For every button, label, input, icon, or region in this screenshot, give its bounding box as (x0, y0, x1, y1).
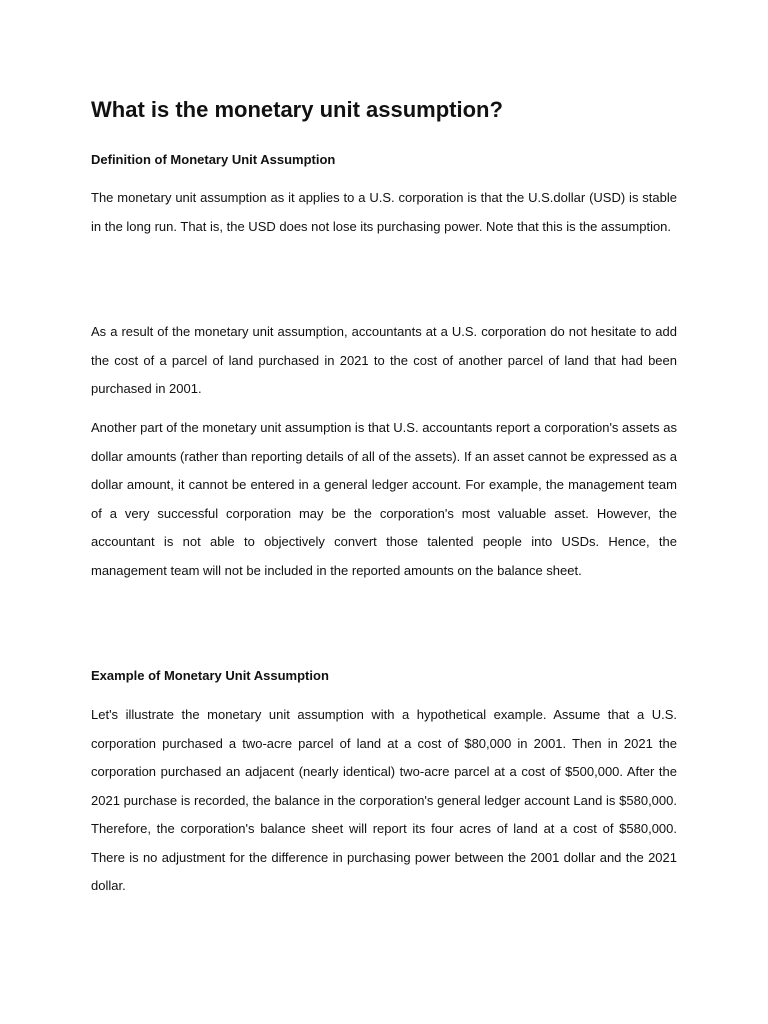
section-heading-example: Example of Monetary Unit Assumption (91, 668, 329, 683)
paragraph-definition-2: As a result of the monetary unit assumption, accountants at a U.S. corporation do not hesitate to add the cost of a parcel of land purchased in 2021 to the cost of another parcel of land that had been purchased in 2001. (91, 324, 677, 396)
paragraph-definition-1: The monetary unit assumption as it applies to a U.S. corporation is that the U.S.dollar (USD) is stable in the long run. That is, the USD does not lose its purchasing power. Note that this is the assumption. (91, 190, 677, 234)
paragraph-definition-3: Another part of the monetary unit assumption is that U.S. accountants report a corporation's assets as dollar amounts (rather than reporting details of all of the assets). If an asset cannot be expressed as a dollar amount, it cannot be entered in a general ledger account. For example, the management team of a very successful corporation may be the corporation's most valuable asset. However, the accountant is not able to objectively convert those talented people into USDs. Hence, the management team will not be included in the reported amounts on the balance sheet. (91, 420, 677, 578)
section-heading-definition: Definition of Monetary Unit Assumption (91, 152, 336, 167)
page-title: What is the monetary unit assumption? (91, 97, 503, 122)
paragraph-example-1: Let's illustrate the monetary unit assumption with a hypothetical example. Assume that a U.S. corporation purchased a two-acre parcel of land at a cost of $80,000 in 2001. Then in 2021 the corporation purchased an adjacent (nearly identical) two-acre parcel at a cost of $500,000. After the 2021 purchase is recorded, the balance in the corporation's general ledger account Land is $580,000. Therefore, the corporation's balance sheet will report its four acres of land at a cost of $580,000. There is no adjustment for the difference in purchasing power between the 2001 dollar and the 2021 dollar. (91, 707, 677, 893)
